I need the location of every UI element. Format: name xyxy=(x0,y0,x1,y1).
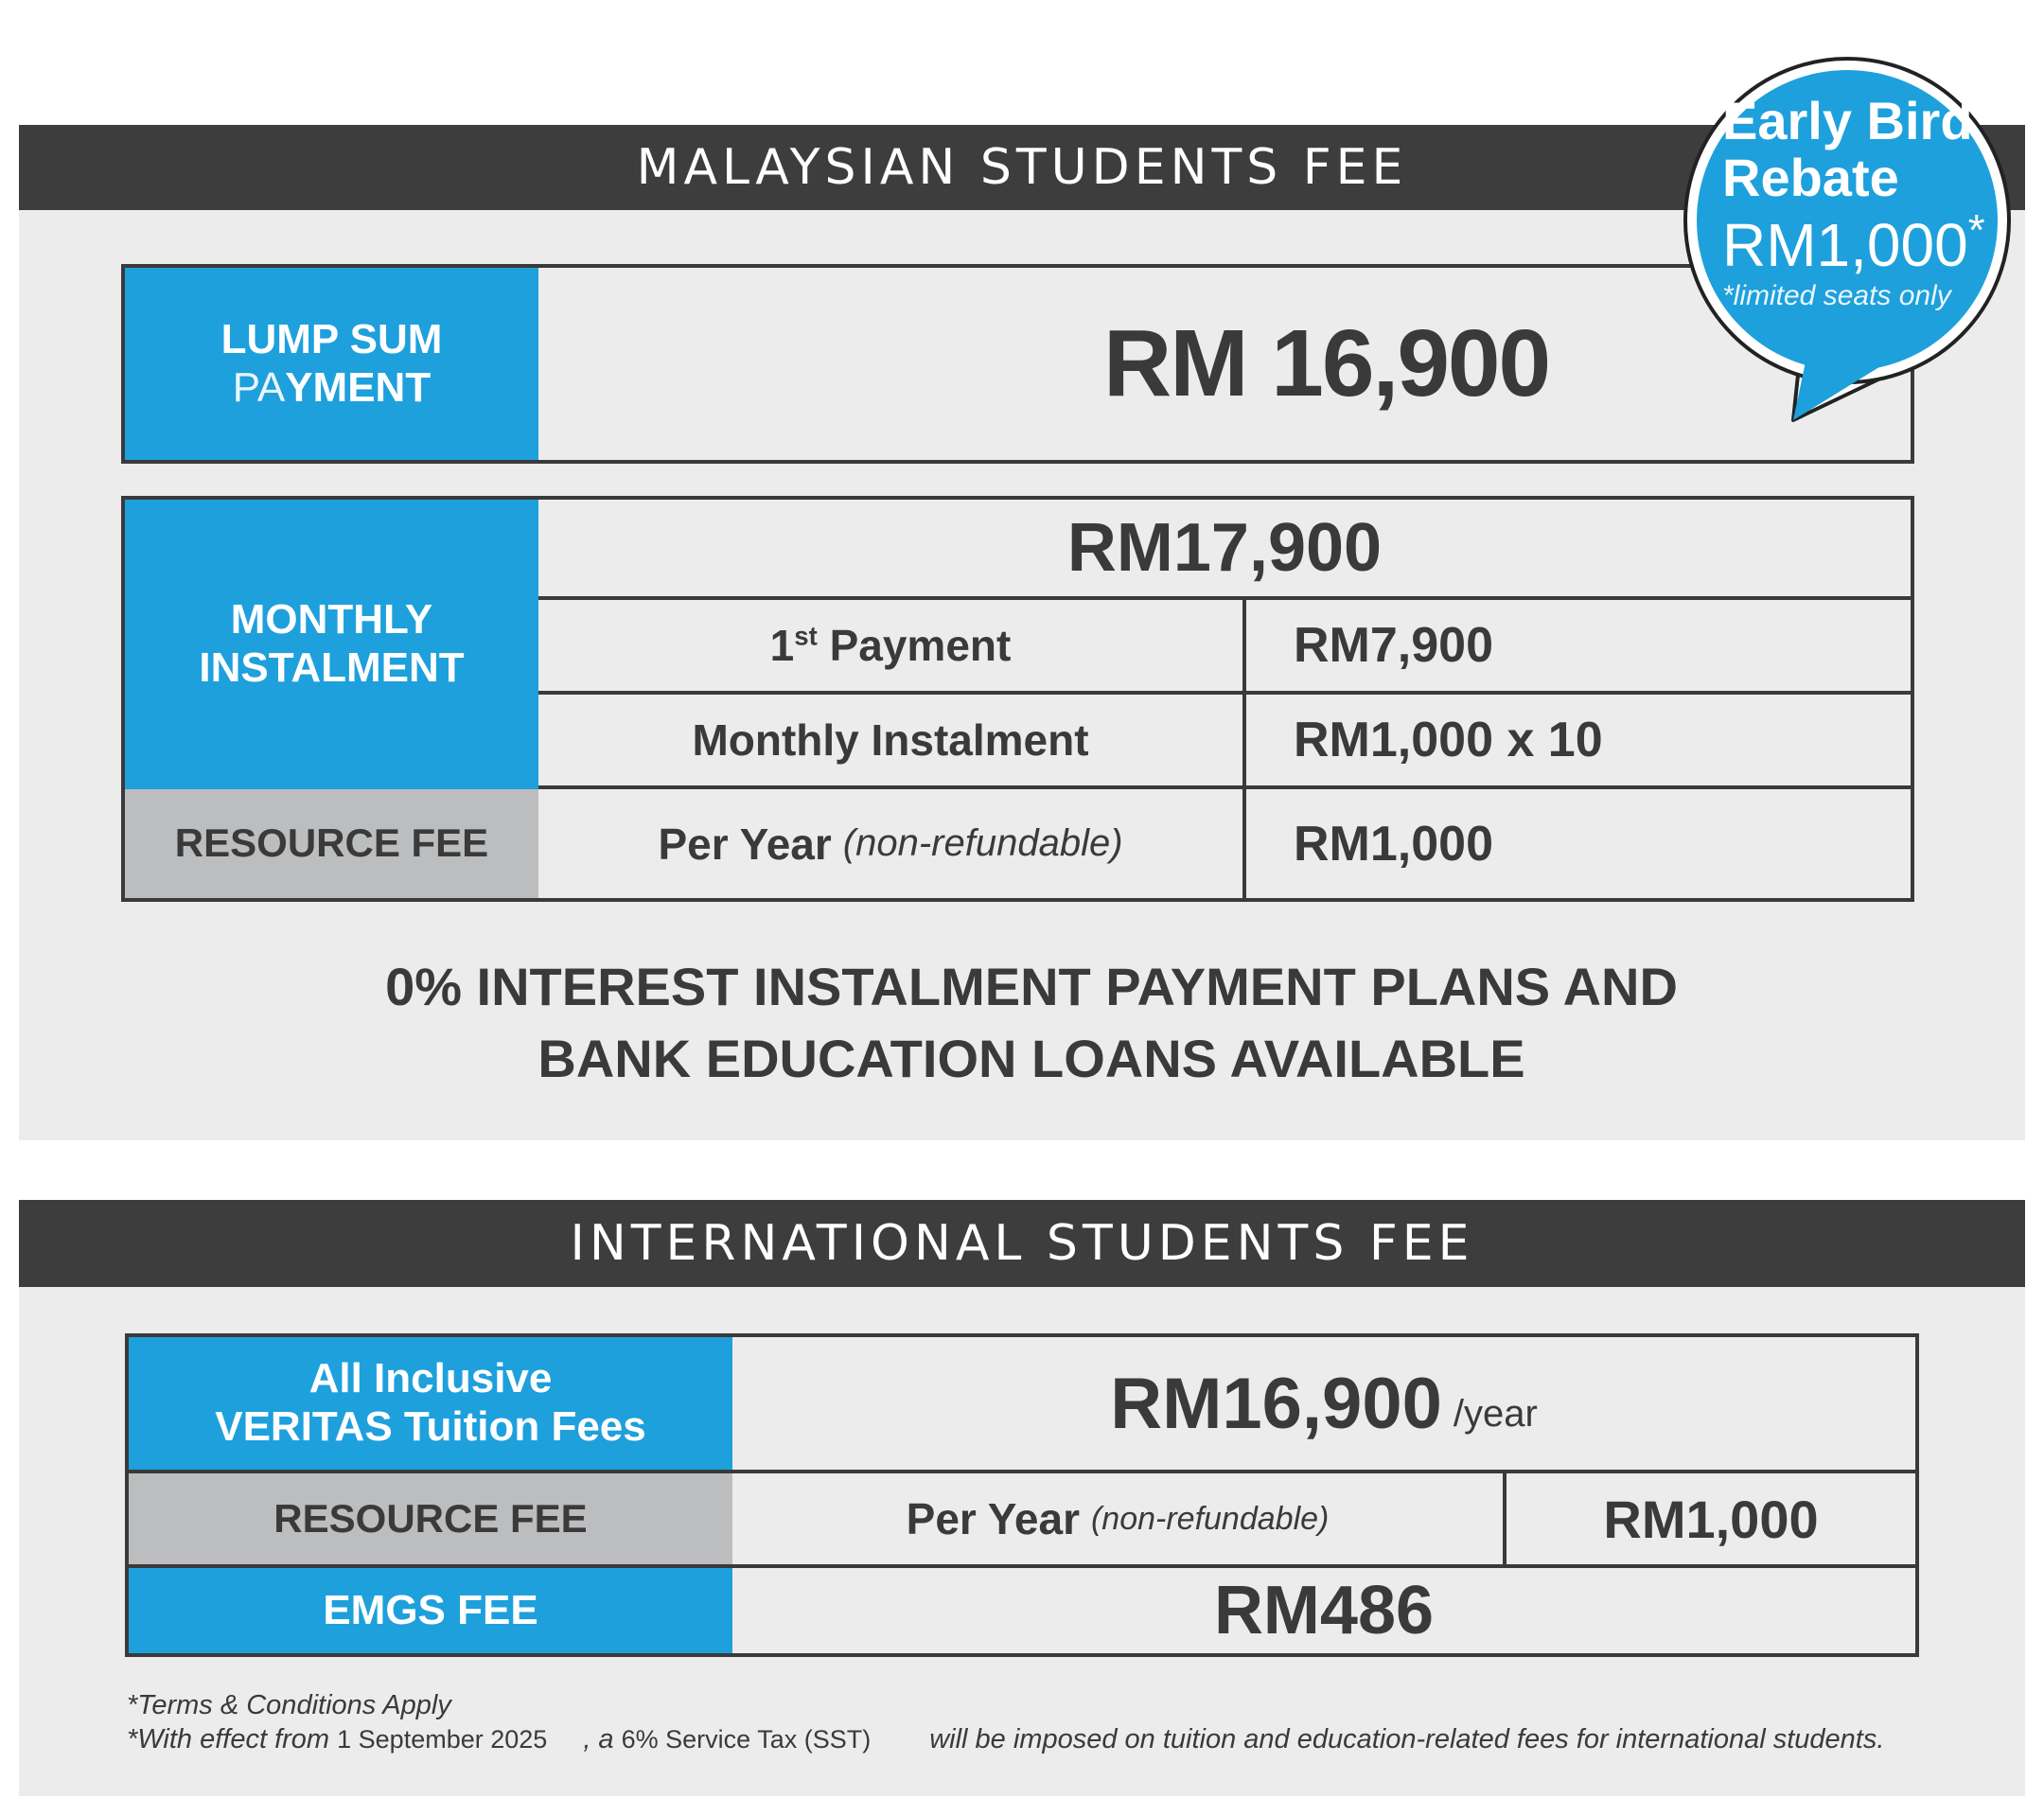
tuition-label-cell xyxy=(129,1337,732,1470)
instalment-table xyxy=(121,496,1914,902)
monthly-total-cell xyxy=(538,500,1911,596)
intl-non-refundable-note: (non-refundable) xyxy=(1090,1500,1330,1537)
interest-banner: 0% INTEREST INSTALMENT PAYMENT PLANS AND BANK EDUCATION LOANS AVAILABLE xyxy=(385,957,1678,1088)
non-refundable-note: (non-refundable) xyxy=(842,822,1123,864)
per-year-label: Per Year xyxy=(658,819,832,869)
first-payment-value: RM7,900 xyxy=(1294,618,1493,673)
emgs-value-cell xyxy=(732,1568,1915,1653)
tuition-unit: /year xyxy=(1453,1392,1538,1435)
emgs-label-cell xyxy=(129,1568,732,1653)
resource-value-cell xyxy=(1246,789,1911,898)
monthly-instalment-label: Monthly Instalment xyxy=(692,715,1089,765)
emgs-fee-label: EMGS FEE xyxy=(323,1586,538,1633)
intl-resource-fee-label: RESOURCE FEE xyxy=(273,1495,588,1541)
intl-resource-fee-value: RM1,000 xyxy=(1603,1489,1819,1549)
lump-sum-table xyxy=(121,264,1914,464)
monthly-label-cell xyxy=(125,500,538,789)
tuition-value: RM16,900 xyxy=(1110,1363,1442,1444)
terms-note: *Terms & Conditions Apply xyxy=(127,1690,451,1720)
monthly-total-value: RM17,900 xyxy=(1066,510,1383,586)
resource-fee-label: RESOURCE FEE xyxy=(174,820,489,866)
first-payment-label-cell xyxy=(538,600,1242,691)
international-header xyxy=(19,1200,2025,1287)
monthly-label: MONTHLY INSTALMENT xyxy=(199,596,465,691)
column-divider xyxy=(1242,600,1246,898)
early-bird-amount: RM1,000* xyxy=(1722,205,1985,279)
lump-sum-label: LUMP SUM PAYMENT xyxy=(220,315,443,411)
emgs-fee-value: RM486 xyxy=(1213,1573,1435,1648)
monthly-instalment-value: RM1,000 x 10 xyxy=(1294,713,1603,767)
sst-note: *With effect from 1 September 2025 , a 6% Service Tax (SST) will be imposed on tuition and education-related fees for international students. xyxy=(127,1724,1885,1754)
intl-per-year-label: Per Year xyxy=(906,1494,1080,1543)
early-bird-note: *limited seats only xyxy=(1722,280,1951,311)
resource-label-cell xyxy=(125,789,538,898)
international-title: INTERNATIONAL STUDENTS FEE xyxy=(570,1215,1474,1272)
tuition-label: All Inclusive VERITAS Tuition Fees xyxy=(215,1355,646,1450)
monthly-instalment-label-cell xyxy=(538,695,1242,785)
lump-sum-value: RM 16,900 xyxy=(1103,310,1550,416)
lump-sum-label-cell xyxy=(125,268,538,460)
intl-resource-label-cell xyxy=(129,1473,732,1564)
tuition-value-cell xyxy=(732,1337,1915,1470)
intl-resource-value-cell xyxy=(1507,1473,1915,1564)
intl-per-year-cell xyxy=(732,1473,1503,1564)
international-table xyxy=(125,1333,1919,1657)
resource-fee-value: RM1,000 xyxy=(1294,816,1493,872)
malaysian-title: MALAYSIAN STUDENTS FEE xyxy=(636,139,1408,196)
resource-per-year-cell xyxy=(538,789,1242,898)
first-payment-label: 1st Payment xyxy=(769,621,1012,670)
monthly-instalment-value-cell xyxy=(1246,695,1911,785)
early-bird-title: Early Bird Rebate xyxy=(1722,91,1973,207)
first-payment-value-cell xyxy=(1246,600,1911,691)
